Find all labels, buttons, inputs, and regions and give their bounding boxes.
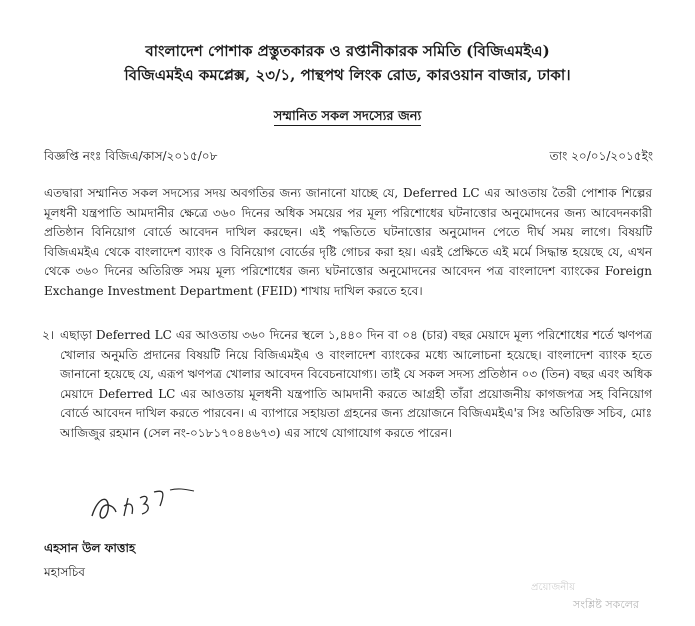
- signatory-title: মহাসচিব: [44, 565, 85, 579]
- faded-footer-text: সংশ্লিষ্ট সকলের: [572, 598, 639, 611]
- paragraph-2: এছাড়া Deferred LC এর আওতায় ৩৬০ দিনের স্থলে ১,৪৪০ দিন বা ০৪ (চার) বছর মেয়াদে মূল্য পরিশোধের শর্তে ঋণপত্র খোলার অনুমতি প্রদানের বিষয়টি নিয়ে বিজিএমইএ ও বাংলাদেশ ব্যাংকের মধ্যে আলোচনা হয়েছে। বাংলাদেশ ব্যাংক হতে জানানো হয়েছে যে, এরূপ ঋণপত্র খোলার আবেদন বিবেচনাযোগ্য। তাই যে সকল সদস্য প্রতিষ্ঠান ০৩ (তিন) বছর এবং অধিক মেয়াদে Deferred LC এর আওতায় মূলধনী যন্ত্রপাতি আমদানী করতে আগ্রহী তাঁরা প্রয়োজনীয় কাগজপত্র সহ বিনিয়োগ বোর্ডে আবেদন দাখিল করতে পারবেন। এ ব্যাপারে সহায়তা গ্রহনের জন্য প্রয়োজনে বিজিএমইএ'র সিঃ অতিরিক্ত সচিব, মোঃ আজিজুর রহমান (সেল নং-০১৮১৭০৪৪৬৭৩) এর সাথে যোগাযোগ করতে পারেন।: [60, 328, 652, 440]
- notice-date: তাং ২০/০১/২০১৫ইং: [549, 149, 653, 163]
- notice-reference-number: বিজ্ঞপ্তি নংঃ বিজিএ/কাস/২০১৫/০৮: [44, 149, 218, 163]
- notice-subject: [0, 107, 695, 128]
- org-name-header: বাংলাদেশ পোশাক প্রস্তুতকারক ও রপ্তানীকারক সমিতি (বিজিএমইএ): [145, 42, 550, 60]
- paragraph-1: এতদ্বারা সম্মানিত সকল সদস্যের সদয় অবগতির জন্য জানানো যাচ্ছে যে, Deferred LC এর আওতায় তৈরী পোশাক শিল্পের মূলধনী যন্ত্রপাতি আমদানীর ক্ষেত্রে ৩৬০ দিনের অধিক সময়ের পর মূল্য পরিশোধের ঘটনাত্তোর অনুমোদনের জন্য আবেদনকারী প্রতিষ্ঠান বিনিয়োগ বোর্ডে আবেদন দাখিল করছেন। এই পদ্ধতিতে ঘটনাত্তোর অনুমোদন পেতে দীর্ঘ সময় লাগে। বিষয়টি বিজিএমইএ থেকে বাংলাদেশ ব্যাংক ও বিনিয়োগ বোর্ডের দৃষ্টি গোচর করা হয়। এরই প্রেক্ষিতে এই মর্মে সিদ্ধান্ত হয়েছে যে, এখন থেকে ৩৬০ দিনের অতিরিক্ত সময় মূল্য পরিশোধের জন্য ঘটনাত্তোর অনুমোদনের আবেদন পত্র বাংলাদেশ ব্যাংকের Foreign Exchange Investment Department (FEID) শাখায় দাখিল করতে হবে।: [44, 186, 652, 298]
- faded-footer-text-2: প্রয়োজনীয়: [531, 582, 575, 593]
- handwritten-signature: [88, 476, 208, 536]
- org-address-header: বিজিএমইএ কমপ্লেক্স, ২৩/১, পান্থপথ লিংক রোড, কারওয়ান বাজার, ঢাকা।: [124, 66, 571, 84]
- signatory-name: এহসান উল ফাত্তাহ: [44, 541, 136, 555]
- notice-subject-text: সম্মানিত সকল সদস্যের জন্য: [273, 109, 422, 124]
- paragraph-2-number: ২।: [42, 328, 55, 342]
